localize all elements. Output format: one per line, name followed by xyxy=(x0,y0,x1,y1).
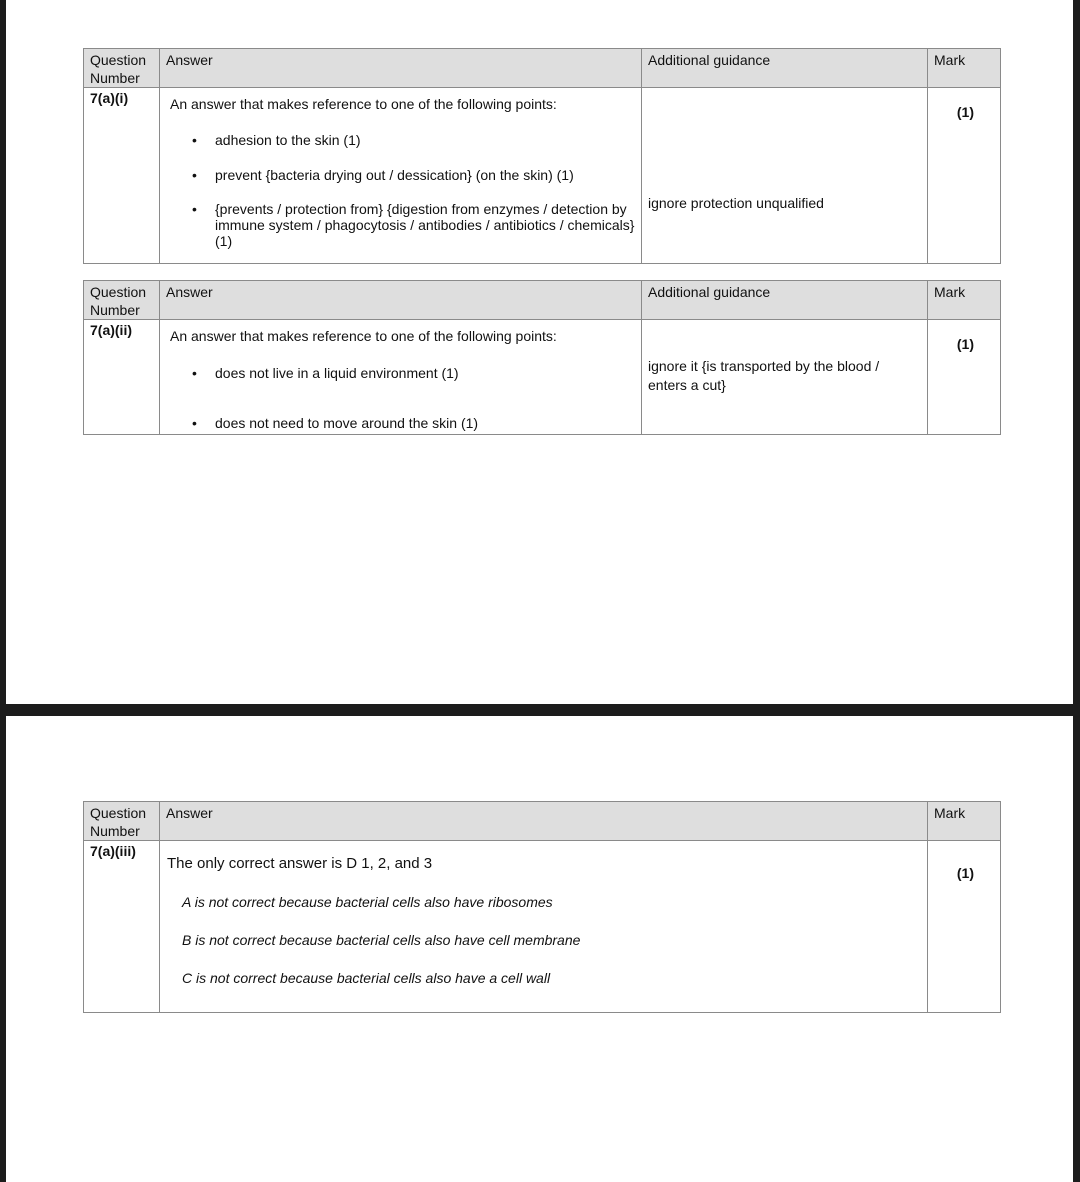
mark-scheme-table-7aii xyxy=(83,280,1001,435)
header-question-number: Question Number xyxy=(90,805,147,839)
header-answer: Answer xyxy=(166,52,213,68)
distractor-explanation: B is not correct because bacterial cells also have cell membrane xyxy=(182,932,581,948)
page-2 xyxy=(6,716,1073,1182)
mark-scheme-table-7ai xyxy=(83,48,1001,264)
answer-point: • adhesion to the skin (1) xyxy=(160,132,641,148)
header-mark: Mark xyxy=(934,805,966,821)
header-question-number: Question Number xyxy=(90,284,147,318)
question-number: 7(a)(i) xyxy=(90,90,129,106)
table-header-row xyxy=(84,49,1001,88)
header-mark: Mark xyxy=(934,284,966,300)
table-row xyxy=(84,88,1001,264)
table-header-row xyxy=(84,281,1001,320)
header-question-number: Question Number xyxy=(90,52,147,86)
additional-guidance: ignore it {is transported by the blood / enters a cut} xyxy=(648,358,880,393)
mark-scheme-table-7aiii xyxy=(83,801,1001,1013)
correct-answer: The only correct answer is D 1, 2, and 3 xyxy=(167,855,433,872)
page-1 xyxy=(6,0,1073,704)
answer-intro: An answer that makes reference to one of the following points: xyxy=(170,328,557,344)
question-number: 7(a)(ii) xyxy=(90,322,132,338)
header-additional-guidance: Additional guidance xyxy=(648,52,771,68)
table-row xyxy=(84,841,1001,1013)
header-answer: Answer xyxy=(166,284,213,300)
answer-point: • prevent {bacteria drying out / dessication} (on the skin) (1) xyxy=(160,167,641,183)
header-mark: Mark xyxy=(934,52,966,68)
distractor-explanation: A is not correct because bacterial cells also have ribosomes xyxy=(182,894,553,910)
mark-value: (1) xyxy=(956,336,974,352)
answer-point: • does not need to move around the skin (1) xyxy=(160,415,641,431)
mark-value: (1) xyxy=(956,865,974,881)
table-header-row xyxy=(84,802,1001,841)
mark-value: (1) xyxy=(956,104,974,120)
distractor-explanation: C is not correct because bacterial cells also have a cell wall xyxy=(182,970,551,986)
table-row xyxy=(84,320,1001,435)
answer-point: • does not live in a liquid environment (1) xyxy=(160,365,641,381)
answer-intro: An answer that makes reference to one of the following points: xyxy=(170,96,557,112)
question-number: 7(a)(iii) xyxy=(90,843,136,859)
additional-guidance: ignore protection unqualified xyxy=(648,195,824,211)
answer-point: • {prevents / protection from} {digestion from enzymes / detection by immune system / phagocytosis / antibodies / antibiotics / chemicals} (1) xyxy=(160,201,641,249)
header-answer: Answer xyxy=(166,805,213,821)
header-additional-guidance: Additional guidance xyxy=(648,284,771,300)
